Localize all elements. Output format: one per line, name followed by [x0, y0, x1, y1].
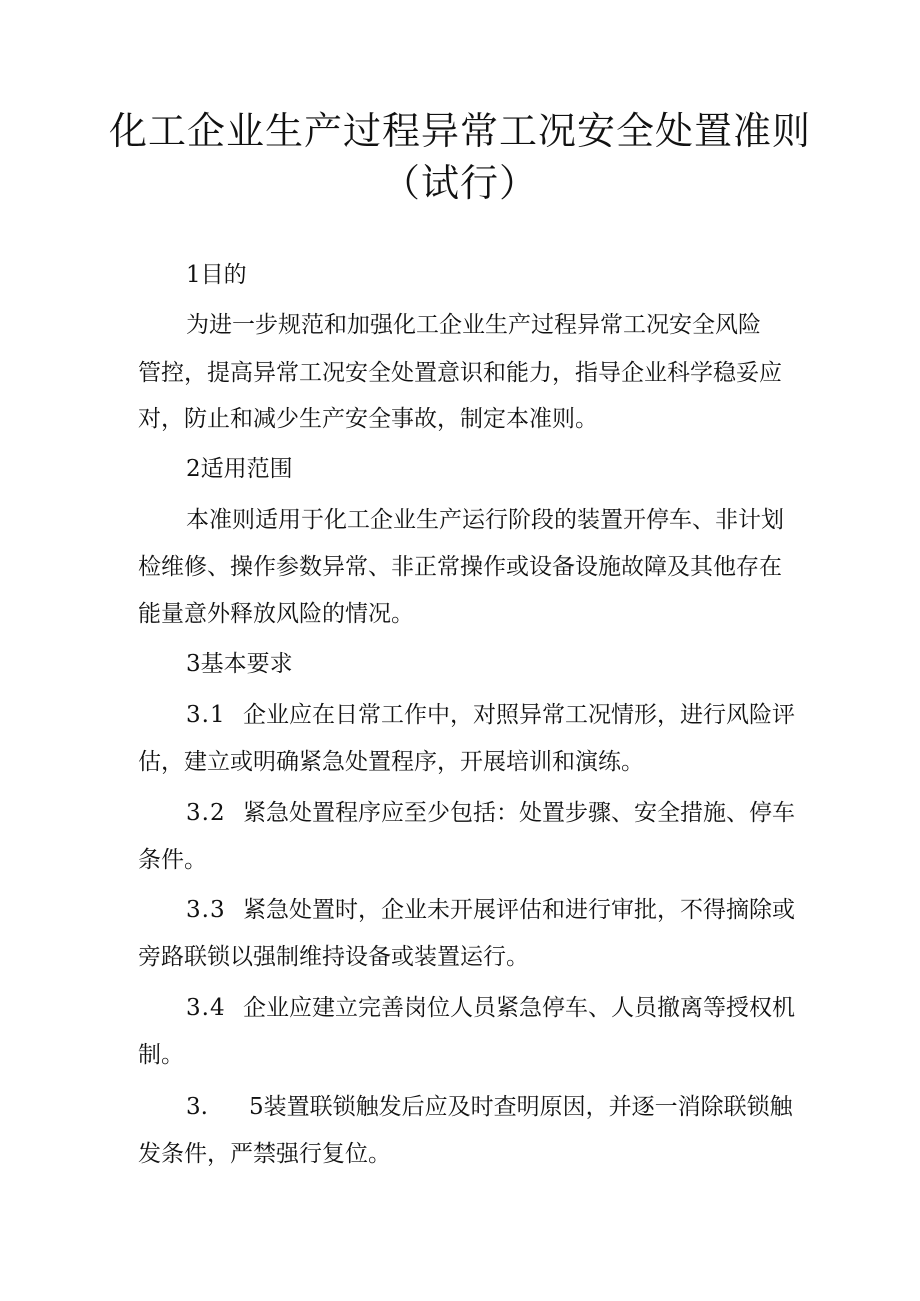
clause-line: 制。 — [138, 1042, 184, 1068]
clause-line: 3.3 紧急处置时，企业未开展评估和进行审批，不得摘除或 — [186, 893, 783, 927]
paragraph-line: 为进一步规范和加强化工企业生产过程异常工况安全风险 — [186, 312, 761, 338]
clause-line: 3.4 企业应建立完善岗位人员紧急停车、人员撤离等授权机 — [186, 991, 783, 1025]
clause-line: 3. 5装置联锁触发后应及时查明原因，并逐一消除联锁触 — [186, 1090, 783, 1124]
section-heading-purpose: 1目的 — [186, 262, 247, 288]
clause-line: 旁路联锁以强制维持设备或装置运行。 — [138, 944, 529, 970]
paragraph-line: 对，防止和减少生产安全事故，制定本准则。 — [138, 406, 598, 432]
paragraph-line: 本准则适用于化工企业生产运行阶段的装置开停车、非计划 — [186, 507, 784, 533]
section-heading-basic-requirements: 3基本要求 — [186, 651, 293, 677]
clause-line: 3.1 企业应在日常工作中，对照异常工况情形，进行风险评 — [186, 698, 783, 732]
clause-number: 3.1 — [186, 702, 226, 728]
clause-number: 3.4 — [186, 995, 226, 1021]
paragraph-line: 管控，提高异常工况安全处置意识和能力，指导企业科学稳妥应 — [138, 360, 782, 386]
clause-number: 3.2 — [186, 800, 226, 826]
clause-line: 估，建立或明确紧急处置程序，开展培训和演练。 — [138, 749, 644, 775]
clause-line: 条件。 — [138, 847, 207, 873]
clause-line: 发条件，严禁强行复位。 — [138, 1141, 391, 1167]
clause-number: 3.3 — [186, 897, 226, 923]
clause-number: 3. — [186, 1094, 208, 1120]
paragraph-line: 能量意外释放风险的情况。 — [138, 601, 414, 627]
clause-line: 3.2 紧急处置程序应至少包括：处置步骤、安全措施、停车 — [186, 796, 783, 830]
document-title: 化工企业生产过程异常工况安全处置准则 — [108, 109, 811, 153]
paragraph-line: 检维修、操作参数异常、非正常操作或设备设施故障及其他存在 — [138, 554, 782, 580]
section-heading-scope: 2适用范围 — [186, 456, 293, 482]
document-subtitle: （试行） — [381, 161, 538, 205]
